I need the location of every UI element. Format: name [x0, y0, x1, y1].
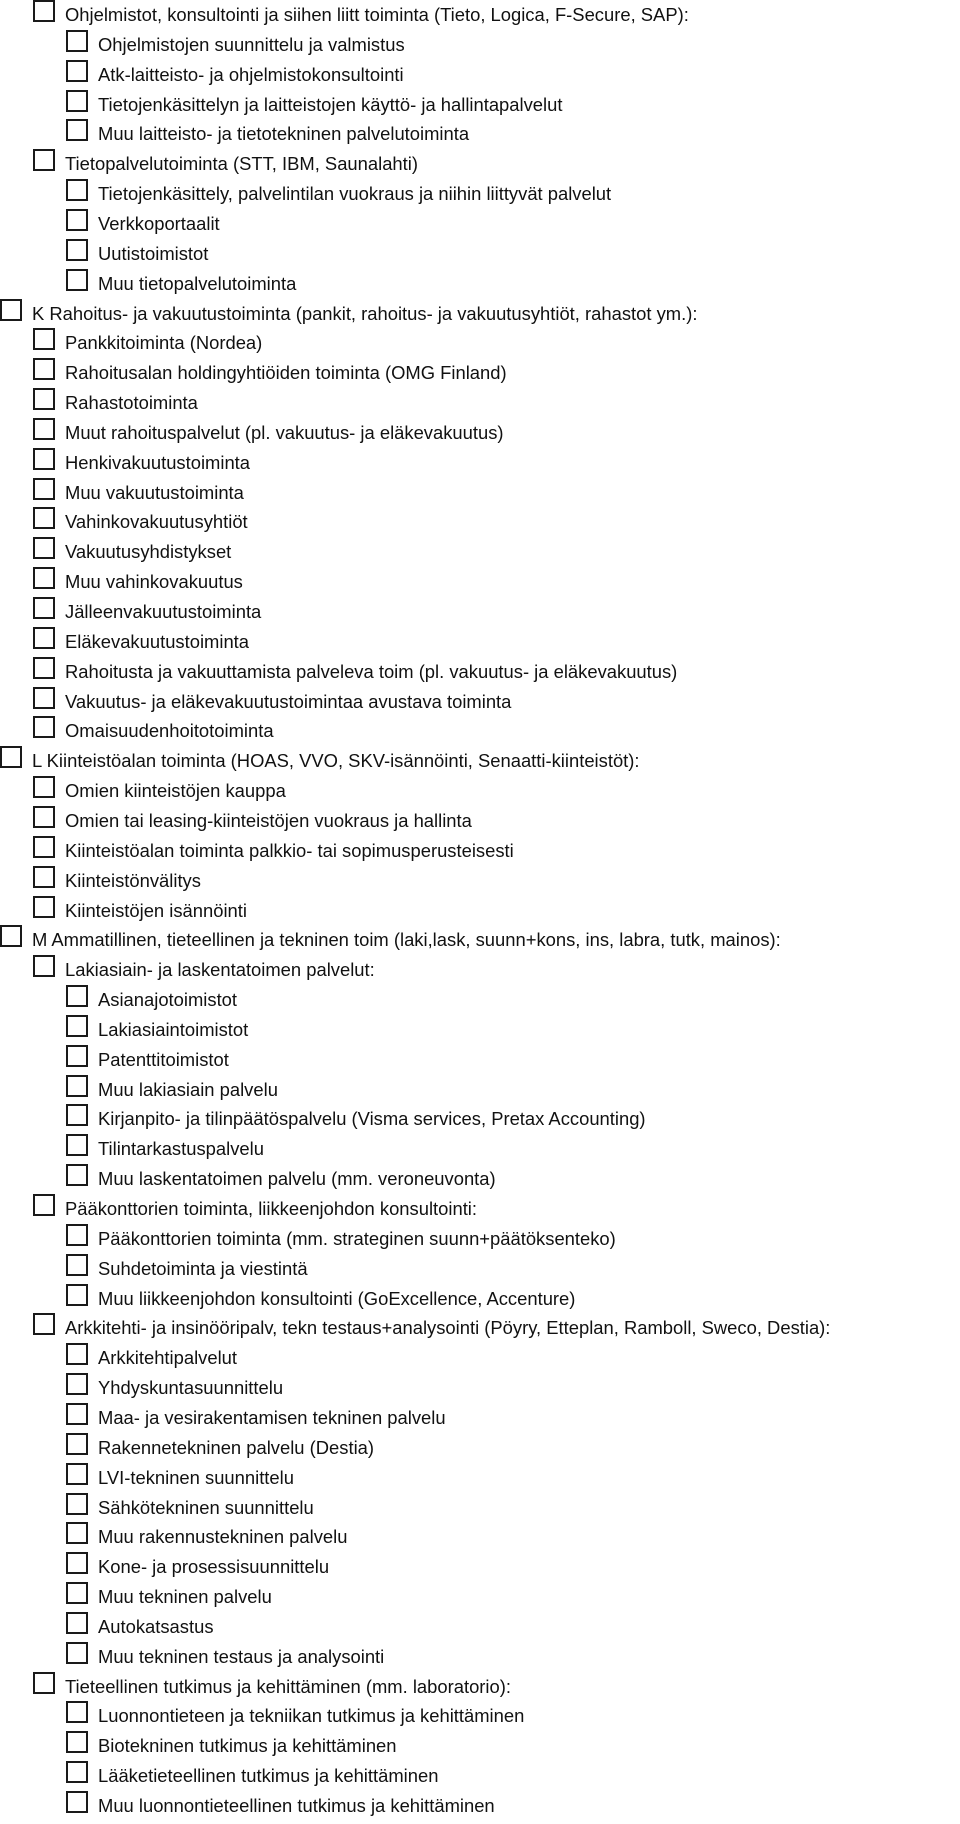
checklist-item-label: LVI-tekninen suunnittelu: [98, 1466, 294, 1488]
checklist-item: [33, 418, 504, 448]
checklist-item-label: Rahoitusalan holdingyhtiöiden toiminta (OMG Finland): [65, 362, 507, 384]
checkbox[interactable]: [33, 1313, 55, 1335]
checklist-item-label: M Ammatillinen, tieteellinen ja tekninen toim (laki,lask, suunn+kons, ins, labra, tutk, mainos):: [32, 929, 781, 951]
checkbox[interactable]: [66, 1284, 88, 1306]
checklist-item-label: Omien tai leasing-kiinteistöjen vuokraus ja hallinta: [65, 809, 472, 831]
checklist-item-label: Pankkitoiminta (Nordea): [65, 332, 263, 354]
checklist-item-label: Muu vakuutustoiminta: [65, 481, 244, 503]
checklist-item: [0, 299, 697, 329]
checkbox[interactable]: [33, 1194, 55, 1216]
checkbox[interactable]: [66, 985, 88, 1007]
checklist-item-label: Pääkonttorien toiminta, liikkeenjohdon konsultointi:: [65, 1198, 477, 1219]
checkbox[interactable]: [33, 806, 55, 828]
checkbox[interactable]: [33, 507, 55, 529]
checklist-item-label: Suhdetoiminta ja viestintä: [98, 1257, 308, 1279]
checklist-item: [66, 90, 562, 120]
checkbox[interactable]: [66, 1582, 88, 1604]
checkbox[interactable]: [66, 119, 88, 141]
checkbox[interactable]: [66, 1701, 88, 1723]
checkbox[interactable]: [66, 209, 88, 231]
checklist-item-label: Tietojenkäsittelyn ja laitteistojen käyttö- ja hallintapalvelut: [98, 93, 563, 115]
checklist-item-label: Rahoitusta ja vakuuttamista palveleva toim (pl. vakuutus- ja eläkevakuutus): [65, 660, 678, 682]
checklist-item: [66, 1164, 496, 1194]
checklist-item-label: Patenttitoimistot: [98, 1048, 229, 1070]
checklist-item-label: Rakennetekninen palvelu (Destia): [98, 1436, 375, 1458]
checkbox[interactable]: [66, 30, 88, 52]
checklist-item-label: Kirjanpito- ja tilinpäätöspalvelu (Visma services, Pretax Accounting): [98, 1108, 646, 1130]
checklist-item-label: Uutistoimistot: [98, 242, 209, 264]
checklist-item-label: Muut rahoituspalvelut (pl. vakuutus- ja eläkevakuutus): [65, 421, 504, 443]
checklist-item: [33, 1194, 477, 1224]
checklist-item-label: Henkivakuutustoiminta: [65, 451, 251, 473]
checklist-item: [66, 1284, 575, 1314]
checklist-item: [66, 1254, 308, 1284]
checklist-item: [66, 1224, 616, 1254]
checklist-item: [33, 0, 689, 30]
checklist-item-label: Muu tekninen testaus ja analysointi: [98, 1645, 385, 1667]
checkbox[interactable]: [66, 269, 88, 291]
checkbox[interactable]: [66, 1433, 88, 1455]
checklist-item-label: Luonnontieteen ja tekniikan tutkimus ja kehittäminen: [98, 1705, 525, 1727]
checklist-item-label: Tietojenkäsittely, palvelintilan vuokraus ja niihin liittyvät palvelut: [98, 183, 612, 205]
checkbox[interactable]: [66, 1224, 88, 1246]
checklist-item-label: Tieteellinen tutkimus ja kehittäminen (mm. laboratorio):: [65, 1675, 511, 1697]
checklist-item: [66, 1373, 283, 1403]
checklist-item: [66, 1731, 397, 1761]
checklist-item-label: Pääkonttorien toiminta (mm. strateginen suunn+päätöksenteko): [98, 1227, 616, 1249]
checkbox[interactable]: [66, 1731, 88, 1753]
checklist-item-label: L Kiinteistöalan toiminta (HOAS, VVO, SKV-isännöinti, Senaatti-kiinteistöt):: [32, 750, 640, 772]
checklist-item: [66, 1791, 495, 1821]
checklist-item: [66, 1493, 314, 1523]
checklist-item: [0, 925, 781, 955]
checkbox[interactable]: [66, 60, 88, 82]
checklist-item: [66, 1701, 524, 1731]
checkbox[interactable]: [33, 716, 55, 738]
checklist-item: [33, 388, 198, 418]
checklist-item-label: Tilintarkastuspalvelu: [98, 1138, 264, 1160]
checklist-item-label: Kiinteistönvälitys: [65, 869, 201, 891]
checkbox[interactable]: [66, 1015, 88, 1037]
checklist-item: [33, 776, 286, 806]
checkbox[interactable]: [33, 478, 55, 500]
checkbox[interactable]: [66, 1612, 88, 1634]
checklist-item-label: Muu laskentatoimen palvelu (mm. veroneuvonta): [98, 1168, 496, 1190]
checklist-item-label: Muu rakennustekninen palvelu: [98, 1526, 348, 1548]
checklist-item-label: Vahinkovakuutusyhtiöt: [65, 511, 248, 533]
checkbox[interactable]: [66, 1522, 88, 1544]
checklist-item: [33, 567, 243, 597]
checklist-item: [66, 1343, 237, 1373]
checkbox[interactable]: [66, 1134, 88, 1156]
checkbox[interactable]: [66, 1493, 88, 1515]
checklist-item: [33, 657, 677, 687]
checklist-item-label: Autokatsastus: [98, 1615, 214, 1637]
checkbox[interactable]: [66, 1791, 88, 1813]
checkbox[interactable]: [33, 627, 55, 649]
checklist-item: [66, 30, 405, 60]
checklist-item: [66, 1104, 646, 1134]
checkbox[interactable]: [33, 448, 55, 470]
checklist-item-label: Vakuutusyhdistykset: [65, 541, 232, 563]
checkbox[interactable]: [66, 1642, 88, 1664]
checklist-item-label: Muu tietopalvelutoiminta: [98, 272, 297, 294]
checkbox[interactable]: [33, 896, 55, 918]
checkbox[interactable]: [33, 1672, 55, 1694]
checkbox[interactable]: [33, 567, 55, 589]
checklist-item: [33, 328, 262, 358]
checklist-item-label: Omien kiinteistöjen kauppa: [65, 780, 286, 802]
checklist-item: [66, 1134, 264, 1164]
checklist-item: [66, 1433, 374, 1463]
checklist-item-label: Muu luonnontieteellinen tutkimus ja kehittäminen: [98, 1795, 495, 1816]
checkbox[interactable]: [33, 328, 55, 350]
checklist-item-label: Arkkitehti- ja insinööripalv, tekn testaus+analysointi (Pöyry, Etteplan, Ramboll, Sweco, Destia):: [65, 1317, 831, 1339]
checklist-item: [33, 896, 247, 926]
checklist-item-label: Muu laitteisto- ja tietotekninen palvelutoiminta: [98, 123, 470, 145]
checklist-item: [66, 1582, 272, 1612]
checklist-item-label: Jälleenvakuutustoiminta: [65, 601, 262, 622]
checklist-item: [66, 1463, 294, 1493]
checklist-item-label: Muu tekninen palvelu: [98, 1586, 272, 1608]
checklist-item: [66, 1075, 278, 1105]
checklist-item-label: Rahastotoiminta: [65, 392, 198, 414]
checklist-item: [33, 955, 375, 985]
checkbox[interactable]: [66, 1373, 88, 1395]
checklist-item: [66, 1761, 438, 1791]
checklist-item: [33, 687, 511, 717]
checklist-item-label: Omaisuudenhoitotoiminta: [65, 720, 274, 742]
checkbox[interactable]: [66, 1164, 88, 1186]
checkbox[interactable]: [33, 149, 55, 171]
checkbox[interactable]: [33, 657, 55, 679]
checkbox[interactable]: [66, 90, 88, 112]
checkbox[interactable]: [66, 1403, 88, 1425]
checklist-item: [66, 1522, 347, 1552]
checklist-item: [66, 1015, 248, 1045]
checkbox[interactable]: [33, 955, 55, 977]
checklist-item: [66, 239, 208, 269]
checklist-item-label: Sähkötekninen suunnittelu: [98, 1496, 314, 1518]
checklist-item: [66, 269, 296, 299]
checkbox[interactable]: [66, 1104, 88, 1126]
checklist-item: [33, 1672, 511, 1702]
checkbox[interactable]: [33, 358, 55, 380]
checklist-item-label: Verkkoportaalit: [98, 212, 220, 234]
checkbox[interactable]: [33, 687, 55, 709]
checkbox[interactable]: [33, 836, 55, 858]
checklist-item: [33, 537, 231, 567]
checklist-item-label: Ohjelmistojen suunnittelu ja valmistus: [98, 33, 405, 55]
checkbox[interactable]: [0, 925, 22, 947]
checklist-item: [0, 746, 640, 776]
checklist-item: [33, 507, 248, 537]
checkbox[interactable]: [66, 1343, 88, 1365]
checklist-item-label: Muu vahinkovakuutus: [65, 571, 243, 593]
checklist-item-label: Maa- ja vesirakentamisen tekninen palvelu: [98, 1406, 446, 1428]
checkbox[interactable]: [33, 776, 55, 798]
checklist-item-label: Atk-laitteisto- ja ohjelmistokonsultointi: [98, 63, 404, 85]
checklist-item: [66, 209, 220, 239]
checkbox[interactable]: [33, 418, 55, 440]
checklist-item-label: Asianajotoimistot: [98, 989, 238, 1011]
checklist-item: [66, 1045, 229, 1075]
checklist-item: [33, 836, 514, 866]
checklist-item: [33, 597, 261, 627]
checkbox[interactable]: [66, 179, 88, 201]
checkbox[interactable]: [0, 299, 22, 321]
checklist-item: [66, 1403, 446, 1433]
checkbox[interactable]: [66, 1761, 88, 1783]
checklist-item-label: Kone- ja prosessisuunnittelu: [98, 1556, 330, 1578]
checklist-item: [66, 60, 404, 90]
checkbox[interactable]: [66, 1075, 88, 1097]
checkbox[interactable]: [33, 597, 55, 619]
checkbox[interactable]: [33, 0, 55, 22]
checklist-item: [66, 985, 237, 1015]
checklist-item: [33, 806, 472, 836]
checklist-item-label: Ohjelmistot, konsultointi ja siihen liitt toiminta (Tieto, Logica, F-Secure, SAP):: [65, 4, 689, 25]
checklist-item-label: Yhdyskuntasuunnittelu: [98, 1377, 284, 1399]
checklist-item-label: Vakuutus- ja eläkevakuutustoimintaa avustava toiminta: [65, 690, 512, 712]
checklist-item-label: K Rahoitus- ja vakuutustoiminta (pankit, rahoitus- ja vakuutusyhtiöt, rahastot ym.):: [32, 302, 698, 324]
checkbox[interactable]: [66, 1552, 88, 1574]
checklist-item-label: Eläkevakuutustoiminta: [65, 630, 250, 652]
checklist-item: [33, 149, 418, 179]
checklist-item-label: Lakiasiaintoimistot: [98, 1018, 249, 1040]
checklist-item-label: Arkkitehtipalvelut: [98, 1347, 238, 1369]
checkbox[interactable]: [66, 1463, 88, 1485]
checkbox[interactable]: [0, 746, 22, 768]
checklist-item-label: Muu liikkeenjohdon konsultointi (GoExcellence, Accenture): [98, 1287, 576, 1309]
checklist-item: [33, 358, 507, 388]
checklist-item-label: Muu lakiasiain palvelu: [98, 1078, 278, 1100]
checklist-item: [33, 478, 244, 508]
checklist-item: [33, 448, 250, 478]
checkbox[interactable]: [66, 239, 88, 261]
checklist-item: [33, 1313, 830, 1343]
checklist-item: [66, 1612, 214, 1642]
checkbox[interactable]: [33, 866, 55, 888]
checklist-item: [33, 627, 249, 657]
checklist-item-label: Biotekninen tutkimus ja kehittäminen: [98, 1735, 397, 1757]
checklist-item-label: Kiinteistöalan toiminta palkkio- tai sopimusperusteisesti: [65, 839, 514, 861]
checkbox[interactable]: [66, 1254, 88, 1276]
checklist-item: [66, 119, 469, 149]
checklist-item-label: Lakiasiain- ja laskentatoimen palvelut:: [65, 959, 375, 981]
checklist-item: [66, 179, 611, 209]
checklist-item-label: Tietopalvelutoiminta (STT, IBM, Saunalahti): [65, 153, 418, 175]
checklist-item-label: Kiinteistöjen isännöinti: [65, 899, 247, 921]
checkbox[interactable]: [33, 388, 55, 410]
checklist-item: [66, 1642, 384, 1672]
checklist-item: [33, 866, 201, 896]
checkbox[interactable]: [66, 1045, 88, 1067]
checklist-item: [33, 716, 274, 746]
checklist-item: [66, 1552, 329, 1582]
checklist-item-label: Lääketieteellinen tutkimus ja kehittäminen: [98, 1765, 439, 1787]
checkbox[interactable]: [33, 537, 55, 559]
